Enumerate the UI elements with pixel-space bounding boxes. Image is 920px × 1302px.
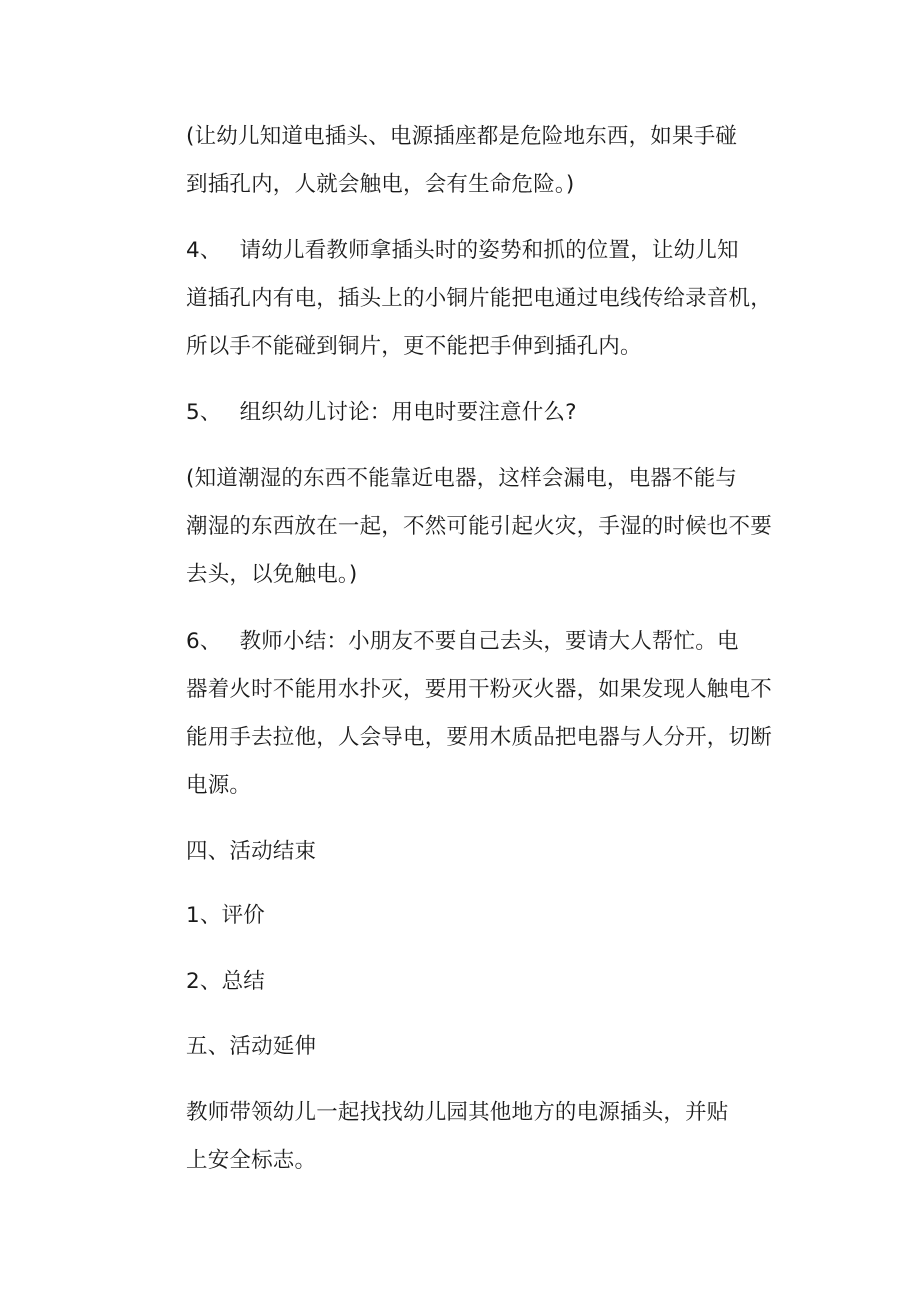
text-line: (知道潮湿的东西不能靠近电器，这样会漏电，电器不能与 (186, 466, 738, 491)
text-line: 1、评价 (186, 903, 265, 928)
paragraph-item-4 (139, 227, 775, 371)
text-line: 器着火时不能用水扑灭，要用干粉灭火器，如果发现人触电不 (186, 677, 772, 702)
text-line: 上安全标志。 (186, 1148, 317, 1173)
text-line: 教师带领幼儿一起找找幼儿园其他地方的电源插头，并贴 (186, 1100, 729, 1125)
text-line: 教师小结：小朋友不要自己去头，要请大人帮忙。电 (239, 629, 739, 654)
list-item-summary (139, 958, 775, 1006)
list-item-evaluation (139, 892, 775, 940)
text-line: 能用手去拉他，人会导电，要用木质品把电器与人分开，切断 (186, 725, 772, 750)
text-line: 去头，以免触电。) (186, 562, 358, 587)
text-line: (让幼儿知道电插头、电源插座都是危险地东西，如果手碰 (186, 124, 738, 149)
text-line: 所以手不能碰到铜片，更不能把手伸到插孔内。 (186, 334, 642, 359)
paragraph-safety-labels (139, 1089, 775, 1185)
paragraph-item-6 (139, 618, 775, 810)
item-number: 6、 (186, 629, 222, 654)
text-line: 五、活动延伸 (186, 1034, 317, 1059)
paragraph-electric-plug-danger (139, 113, 775, 209)
text-line: 道插孔内有电，插头上的小铜片能把电通过电线传给录音机， (186, 286, 772, 311)
text-line: 潮湿的东西放在一起，不然可能引起火灾，手湿的时候也不要 (186, 514, 772, 539)
paragraph-item-5 (139, 389, 775, 437)
text-line: 请幼儿看教师拿插头时的姿势和抓的位置，让幼儿知 (239, 238, 739, 263)
section-heading-activity-end (139, 828, 775, 876)
text-line: 到插孔内，人就会触电，会有生命危险。) (186, 172, 575, 197)
text-line: 电源。 (186, 773, 252, 798)
text-line: 2、总结 (186, 969, 265, 994)
section-heading-activity-extension (139, 1023, 775, 1071)
item-number: 5、 (186, 400, 222, 425)
text-line: 组织幼儿讨论：用电时要注意什么? (239, 400, 577, 425)
text-line: 四、活动结束 (186, 839, 317, 864)
paragraph-humidity-warning (139, 455, 775, 599)
item-number: 4、 (186, 238, 222, 263)
